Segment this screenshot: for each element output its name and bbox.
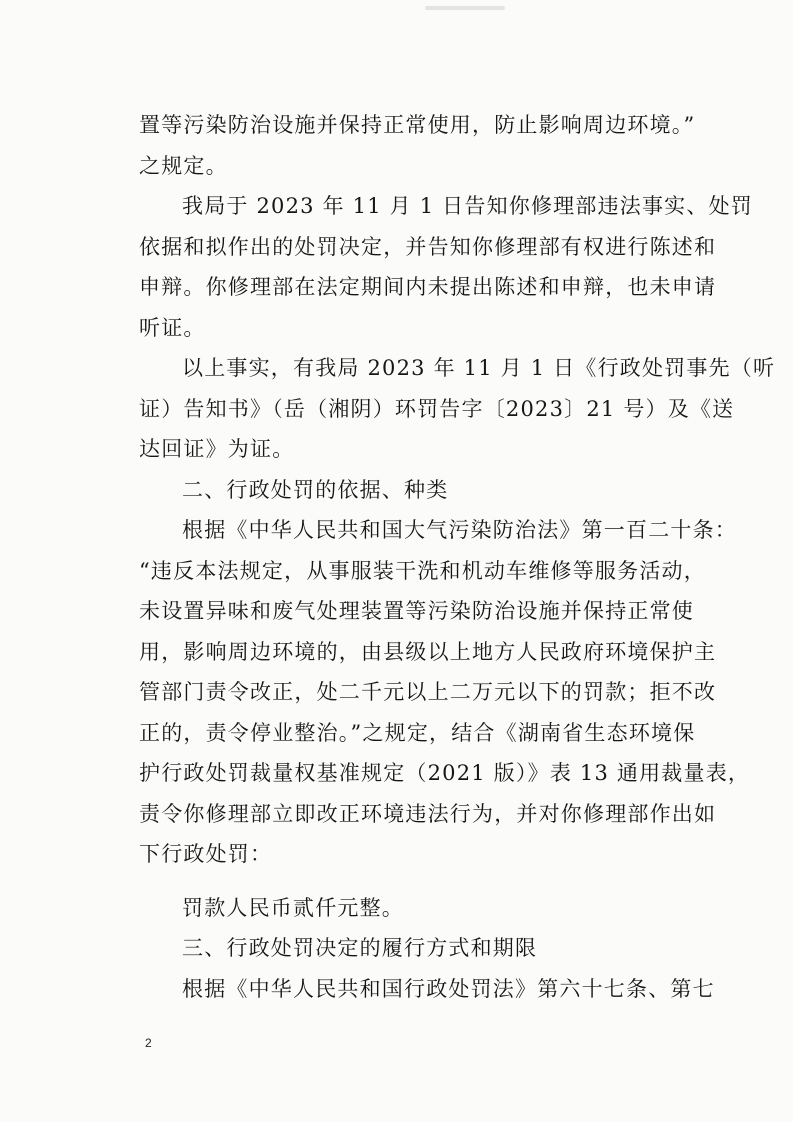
- section-heading: 三、行政处罚决定的履行方式和期限: [182, 936, 538, 960]
- text-line: 用，影响周边环境的，由县级以上地方人民政府环境保护主: [139, 640, 717, 664]
- text-line: 我局于 2023 年 11 月 1 日告知你修理部违法事实、处罚: [182, 194, 753, 218]
- section-heading: 二、行政处罚的依据、种类: [182, 478, 449, 502]
- page-number: 2: [145, 1036, 152, 1050]
- text-line: 申辩。你修理部在法定期间内未提出陈述和申辩，也未申请: [139, 275, 717, 299]
- text-line: 置等污染防治设施并保持正常使用，防止影响周边环境。”: [139, 113, 696, 137]
- text-line: 之规定。: [139, 154, 228, 178]
- text-line: 根据《中华人民共和国大气污染防治法》第一百二十条：: [182, 518, 737, 542]
- text-line: 未设置异味和废气处理装置等污染防治设施并保持正常使: [139, 599, 694, 623]
- scan-mark: [425, 6, 505, 10]
- text-line: 听证。: [139, 316, 206, 340]
- text-line: 以上事实，有我局 2023 年 11 月 1 日《行政处罚事先（听: [182, 356, 776, 380]
- text-line: 下行政处罚：: [139, 842, 273, 866]
- text-line: 证）告知书》（岳（湘阴）环罚告字〔2023〕21 号）及《送: [139, 397, 735, 421]
- text-line: 管部门责令改正，处二千元以上二万元以下的罚款；拒不改: [139, 680, 717, 704]
- text-line: 依据和拟作出的处罚决定，并告知你修理部有权进行陈述和: [139, 235, 717, 259]
- text-line: “违反本法规定，从事服装干洗和机动车维修等服务活动，: [139, 559, 706, 583]
- text-line: 达回证》为证。: [139, 437, 295, 461]
- text-line: 责令你修理部立即改正环境违法行为，并对你修理部作出如: [139, 802, 717, 826]
- text-line: 罚款人民币贰仟元整。: [182, 896, 404, 920]
- text-line: 根据《中华人民共和国行政处罚法》第六十七条、第七: [182, 977, 715, 1001]
- text-line: 护行政处罚裁量权基准规定（2021 版）》表 13 通用裁量表，: [139, 761, 751, 785]
- text-line: 正的，责令停业整治。”之规定，结合《湖南省生态环境保: [139, 721, 696, 745]
